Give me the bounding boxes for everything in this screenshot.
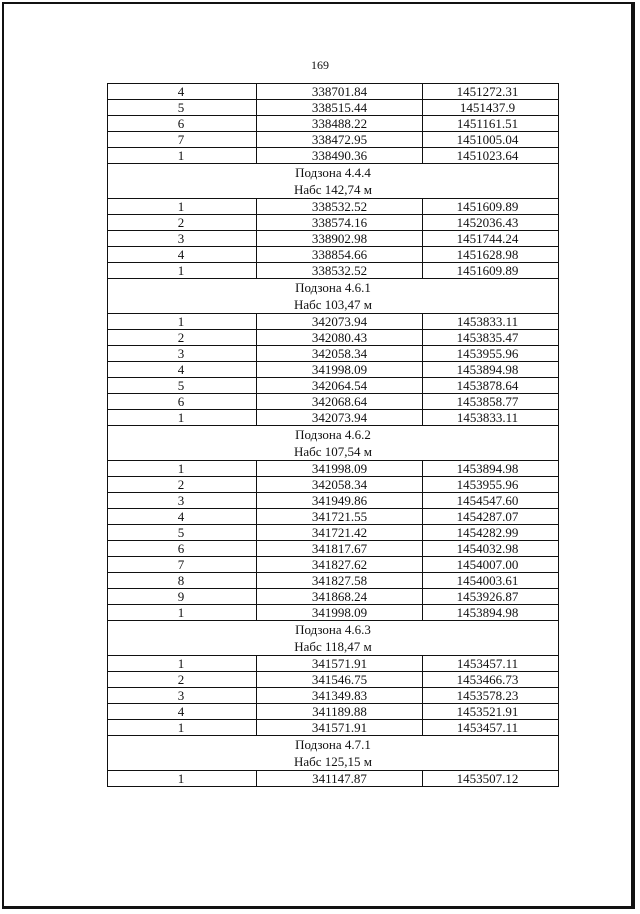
point-number: 1 bbox=[108, 656, 257, 672]
x-coordinate: 341349.83 bbox=[257, 688, 423, 704]
subzone-title: Подзона 4.6.3 bbox=[295, 622, 371, 637]
y-coordinate: 1451628.98 bbox=[423, 247, 559, 263]
y-coordinate: 1454547.60 bbox=[423, 493, 559, 509]
subzone-header bbox=[108, 426, 559, 461]
table-row bbox=[108, 688, 559, 704]
y-coordinate: 1451609.89 bbox=[423, 199, 559, 215]
y-coordinate: 1451609.89 bbox=[423, 263, 559, 279]
subzone-header bbox=[108, 279, 559, 314]
y-coordinate: 1453894.98 bbox=[423, 461, 559, 477]
table-row bbox=[108, 378, 559, 394]
point-number: 3 bbox=[108, 688, 257, 704]
table-row bbox=[108, 410, 559, 426]
table-row bbox=[108, 771, 559, 787]
point-number: 1 bbox=[108, 605, 257, 621]
table-row bbox=[108, 215, 559, 231]
x-coordinate: 338515.44 bbox=[257, 100, 423, 116]
point-number: 4 bbox=[108, 509, 257, 525]
y-coordinate: 1451744.24 bbox=[423, 231, 559, 247]
coordinates-table-body bbox=[108, 84, 559, 787]
table-row bbox=[108, 330, 559, 346]
y-coordinate: 1451005.04 bbox=[423, 132, 559, 148]
subzone-absolute-height: Набс 118,47 м bbox=[294, 639, 372, 654]
x-coordinate: 341147.87 bbox=[257, 771, 423, 787]
table-row bbox=[108, 394, 559, 410]
x-coordinate: 341998.09 bbox=[257, 461, 423, 477]
y-coordinate: 1454032.98 bbox=[423, 541, 559, 557]
subzone-title: Подзона 4.4.4 bbox=[295, 165, 371, 180]
subzone-title: Подзона 4.6.2 bbox=[295, 427, 371, 442]
point-number: 6 bbox=[108, 394, 257, 410]
y-coordinate: 1454003.61 bbox=[423, 573, 559, 589]
point-number: 1 bbox=[108, 720, 257, 736]
table-row bbox=[108, 573, 559, 589]
y-coordinate: 1454007.00 bbox=[423, 557, 559, 573]
y-coordinate: 1453926.87 bbox=[423, 589, 559, 605]
y-coordinate: 1453521.91 bbox=[423, 704, 559, 720]
subzone-header-row bbox=[108, 426, 559, 461]
x-coordinate: 338854.66 bbox=[257, 247, 423, 263]
y-coordinate: 1453507.12 bbox=[423, 771, 559, 787]
subzone-header-row bbox=[108, 279, 559, 314]
table-row bbox=[108, 346, 559, 362]
table-row bbox=[108, 362, 559, 378]
table-row bbox=[108, 541, 559, 557]
y-coordinate: 1451272.31 bbox=[423, 84, 559, 100]
table-row bbox=[108, 589, 559, 605]
subzone-header bbox=[108, 621, 559, 656]
subzone-absolute-height: Набс 142,74 м bbox=[293, 182, 373, 197]
table-row bbox=[108, 557, 559, 573]
point-number: 3 bbox=[108, 231, 257, 247]
point-number: 1 bbox=[108, 263, 257, 279]
subzone-absolute-height: Набс 103,47 м bbox=[293, 297, 373, 312]
subzone-header-row bbox=[108, 164, 559, 199]
x-coordinate: 341721.55 bbox=[257, 509, 423, 525]
table-row bbox=[108, 720, 559, 736]
y-coordinate: 1454282.99 bbox=[423, 525, 559, 541]
point-number: 4 bbox=[108, 247, 257, 263]
point-number: 5 bbox=[108, 525, 257, 541]
y-coordinate: 1453894.98 bbox=[423, 605, 559, 621]
x-coordinate: 338902.98 bbox=[257, 231, 423, 247]
point-number: 1 bbox=[108, 148, 257, 164]
subzone-absolute-height: Набс 107,54 м bbox=[293, 444, 373, 459]
x-coordinate: 342058.34 bbox=[257, 477, 423, 493]
y-coordinate: 1454287.07 bbox=[423, 509, 559, 525]
x-coordinate: 342058.34 bbox=[257, 346, 423, 362]
y-coordinate: 1453858.77 bbox=[423, 394, 559, 410]
coordinates-table bbox=[107, 83, 559, 787]
table-row bbox=[108, 199, 559, 215]
point-number: 4 bbox=[108, 362, 257, 378]
x-coordinate: 338490.36 bbox=[257, 148, 423, 164]
subzone-header bbox=[108, 736, 559, 771]
x-coordinate: 341571.91 bbox=[257, 720, 423, 736]
point-number: 2 bbox=[108, 477, 257, 493]
table-row bbox=[108, 116, 559, 132]
y-coordinate: 1453466.73 bbox=[423, 672, 559, 688]
x-coordinate: 338532.52 bbox=[257, 263, 423, 279]
x-coordinate: 342068.64 bbox=[257, 394, 423, 410]
subzone-header-row bbox=[108, 621, 559, 656]
subzone-header-row bbox=[108, 736, 559, 771]
x-coordinate: 342080.43 bbox=[257, 330, 423, 346]
point-number: 5 bbox=[108, 378, 257, 394]
table-row bbox=[108, 605, 559, 621]
y-coordinate: 1451161.51 bbox=[423, 116, 559, 132]
x-coordinate: 341949.86 bbox=[257, 493, 423, 509]
table-row bbox=[108, 672, 559, 688]
point-number: 1 bbox=[108, 461, 257, 477]
x-coordinate: 338472.95 bbox=[257, 132, 423, 148]
point-number: 6 bbox=[108, 116, 257, 132]
point-number: 2 bbox=[108, 215, 257, 231]
x-coordinate: 341998.09 bbox=[257, 605, 423, 621]
table-row bbox=[108, 509, 559, 525]
table-row bbox=[108, 132, 559, 148]
point-number: 2 bbox=[108, 330, 257, 346]
y-coordinate: 1453955.96 bbox=[423, 477, 559, 493]
y-coordinate: 1453457.11 bbox=[423, 656, 559, 672]
y-coordinate: 1453457.11 bbox=[423, 720, 559, 736]
x-coordinate: 341721.42 bbox=[257, 525, 423, 541]
point-number: 8 bbox=[108, 573, 257, 589]
point-number: 1 bbox=[108, 771, 257, 787]
x-coordinate: 338532.52 bbox=[257, 199, 423, 215]
table-row bbox=[108, 477, 559, 493]
point-number: 6 bbox=[108, 541, 257, 557]
y-coordinate: 1453833.11 bbox=[423, 314, 559, 330]
subzone-absolute-height: Набс 125,15 м bbox=[293, 754, 373, 769]
x-coordinate: 341571.91 bbox=[257, 656, 423, 672]
point-number: 1 bbox=[108, 410, 257, 426]
y-coordinate: 1451437.9 bbox=[423, 100, 559, 116]
point-number: 1 bbox=[108, 199, 257, 215]
x-coordinate: 341817.67 bbox=[257, 541, 423, 557]
x-coordinate: 341827.58 bbox=[257, 573, 423, 589]
table-row bbox=[108, 247, 559, 263]
y-coordinate: 1453955.96 bbox=[423, 346, 559, 362]
subzone-title: Подзона 4.7.1 bbox=[295, 737, 371, 752]
page-number: 169 bbox=[311, 58, 329, 72]
point-number: 3 bbox=[108, 493, 257, 509]
point-number: 2 bbox=[108, 672, 257, 688]
table-row bbox=[108, 656, 559, 672]
table-row bbox=[108, 461, 559, 477]
x-coordinate: 342073.94 bbox=[257, 314, 423, 330]
point-number: 4 bbox=[108, 84, 257, 100]
point-number: 4 bbox=[108, 704, 257, 720]
point-number: 1 bbox=[108, 314, 257, 330]
table-row bbox=[108, 525, 559, 541]
y-coordinate: 1453878.64 bbox=[423, 378, 559, 394]
x-coordinate: 338574.16 bbox=[257, 215, 423, 231]
y-coordinate: 1451023.64 bbox=[423, 148, 559, 164]
y-coordinate: 1453894.98 bbox=[423, 362, 559, 378]
point-number: 7 bbox=[108, 557, 257, 573]
table-row bbox=[108, 148, 559, 164]
x-coordinate: 341827.62 bbox=[257, 557, 423, 573]
x-coordinate: 342073.94 bbox=[257, 410, 423, 426]
point-number: 5 bbox=[108, 100, 257, 116]
x-coordinate: 342064.54 bbox=[257, 378, 423, 394]
y-coordinate: 1453835.47 bbox=[423, 330, 559, 346]
subzone-title: Подзона 4.6.1 bbox=[295, 280, 371, 295]
table-row bbox=[108, 493, 559, 509]
x-coordinate: 338488.22 bbox=[257, 116, 423, 132]
x-coordinate: 341546.75 bbox=[257, 672, 423, 688]
x-coordinate: 338701.84 bbox=[257, 84, 423, 100]
y-coordinate: 1453578.23 bbox=[423, 688, 559, 704]
table-row bbox=[108, 704, 559, 720]
y-coordinate: 1452036.43 bbox=[423, 215, 559, 231]
table-row bbox=[108, 231, 559, 247]
x-coordinate: 341189.88 bbox=[257, 704, 423, 720]
point-number: 3 bbox=[108, 346, 257, 362]
point-number: 9 bbox=[108, 589, 257, 605]
table-row bbox=[108, 314, 559, 330]
table-row bbox=[108, 100, 559, 116]
table-row bbox=[108, 263, 559, 279]
x-coordinate: 341998.09 bbox=[257, 362, 423, 378]
table-row bbox=[108, 84, 559, 100]
y-coordinate: 1453833.11 bbox=[423, 410, 559, 426]
point-number: 7 bbox=[108, 132, 257, 148]
subzone-header bbox=[108, 164, 559, 199]
x-coordinate: 341868.24 bbox=[257, 589, 423, 605]
